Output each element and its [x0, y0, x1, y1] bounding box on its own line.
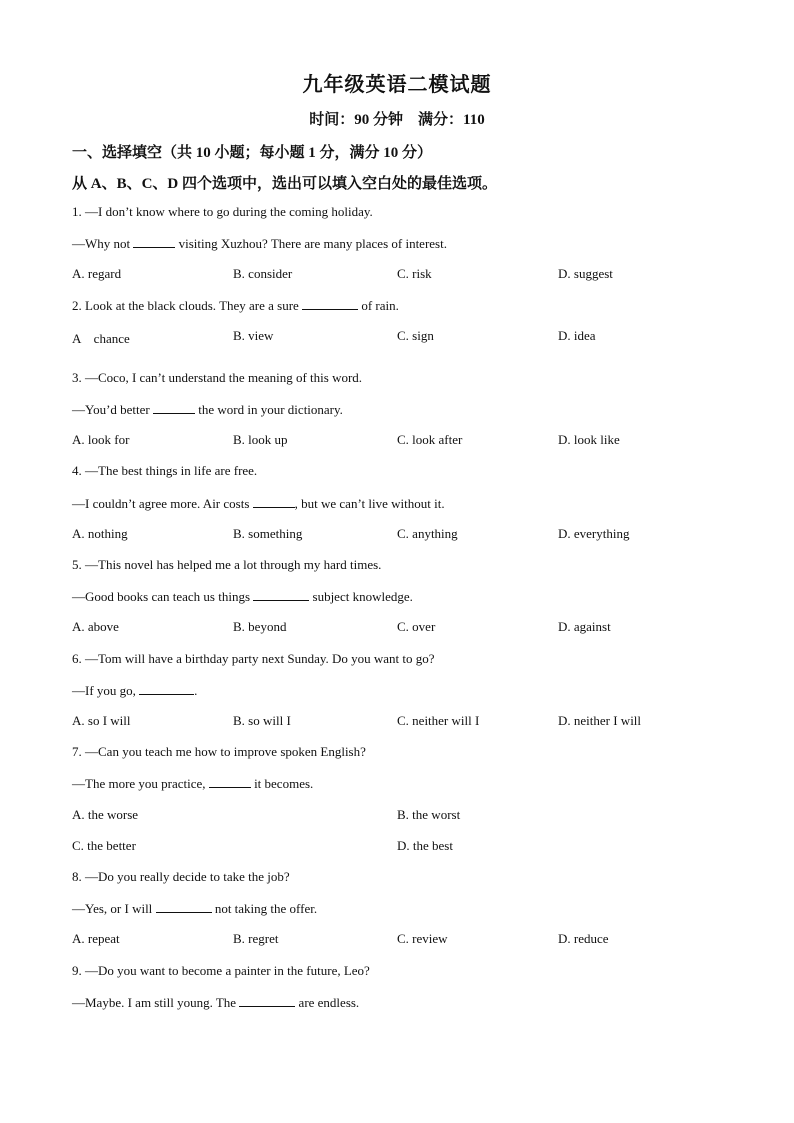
- option-b[interactable]: B. look up: [233, 432, 288, 447]
- response-text: —Good books can teach us things: [72, 589, 254, 604]
- prompt-text: 2. Look at the black clouds. They are a sure: [72, 298, 303, 313]
- answer-blank: [253, 495, 295, 508]
- answer-blank: [302, 297, 358, 310]
- option-c[interactable]: C. anything: [397, 526, 458, 541]
- question-5-options: [72, 619, 732, 637]
- answer-blank: [133, 235, 175, 248]
- response-text: are endless.: [295, 995, 360, 1010]
- option-a[interactable]: A chance: [72, 331, 130, 346]
- option-a[interactable]: A. look for: [72, 432, 130, 447]
- question-9-response: [72, 994, 359, 1011]
- response-text: —Why not: [72, 236, 134, 251]
- question-4-options: [72, 526, 732, 544]
- response-text: .: [194, 683, 198, 698]
- option-b[interactable]: B. so will I: [233, 713, 291, 728]
- option-c[interactable]: C. over: [397, 619, 436, 634]
- question-1-prompt: 1. —I don’t know where to go during the coming holiday.: [72, 204, 373, 219]
- response-text: subject knowledge.: [309, 589, 413, 604]
- answer-blank: [153, 401, 195, 414]
- response-text: the word in your dictionary.: [195, 402, 343, 417]
- response-text: —I couldn’t agree more. Air costs: [72, 496, 253, 511]
- response-text: not taking the offer.: [211, 901, 318, 916]
- response-text: —The more you practice,: [72, 776, 209, 791]
- question-8-options: [72, 931, 732, 949]
- option-b[interactable]: B. consider: [233, 266, 293, 281]
- question-1-options: [72, 266, 732, 284]
- option-a[interactable]: A. the worse: [72, 807, 139, 822]
- question-7-options-row-1: [72, 807, 732, 825]
- page-title: 九年级英语二模试题: [302, 74, 492, 96]
- option-c[interactable]: C. sign: [397, 328, 434, 343]
- option-b[interactable]: B. view: [233, 328, 274, 343]
- answer-blank: [253, 588, 309, 601]
- question-2-options: [72, 328, 732, 346]
- option-c[interactable]: C. the better: [72, 838, 136, 853]
- question-4-response: [72, 495, 445, 512]
- response-text: visiting Xuzhou? There are many places of interest.: [175, 236, 447, 251]
- question-8-prompt: 8. —Do you really decide to take the job?: [72, 869, 290, 884]
- option-d[interactable]: D. everything: [558, 526, 630, 541]
- question-7-options-row-2: [72, 838, 732, 856]
- option-b[interactable]: B. regret: [233, 931, 279, 946]
- option-c[interactable]: C. look after: [397, 432, 463, 447]
- response-text: —If you go,: [72, 683, 140, 698]
- question-7-response: [72, 775, 313, 792]
- option-b[interactable]: B. something: [233, 526, 303, 541]
- answer-blank: [139, 682, 194, 695]
- question-6-response: [72, 682, 197, 699]
- question-5-prompt: 5. —This novel has helped me a lot through my hard times.: [72, 557, 382, 572]
- option-c[interactable]: C. neither will I: [397, 713, 480, 728]
- option-a[interactable]: A. regard: [72, 266, 122, 281]
- question-8-response: [72, 900, 317, 917]
- option-c[interactable]: C. review: [397, 931, 448, 946]
- response-text: —You’d better: [72, 402, 154, 417]
- question-6-options: [72, 713, 732, 731]
- option-b[interactable]: B. beyond: [233, 619, 287, 634]
- option-d[interactable]: D. reduce: [558, 931, 609, 946]
- question-3-options: [72, 432, 732, 450]
- answer-blank: [209, 775, 251, 788]
- question-4-prompt: 4. —The best things in life are free.: [72, 463, 258, 478]
- option-d[interactable]: D. against: [558, 619, 611, 634]
- answer-blank: [156, 900, 212, 913]
- option-c[interactable]: C. risk: [397, 266, 432, 281]
- option-d[interactable]: D. look like: [558, 432, 620, 447]
- question-7-prompt: 7. —Can you teach me how to improve spoken English?: [72, 744, 366, 759]
- option-a[interactable]: A. nothing: [72, 526, 128, 541]
- option-a[interactable]: A. above: [72, 619, 119, 634]
- question-3-prompt: 3. —Coco, I can’t understand the meaning of this word.: [72, 370, 363, 385]
- question-1-response: [72, 235, 447, 252]
- section-instruction: 从 A、B、C、D 四个选项中，选出可以填入空白处的最佳选项。: [72, 176, 498, 192]
- question-2-prompt: [72, 297, 399, 314]
- option-a[interactable]: A. repeat: [72, 931, 120, 946]
- option-a[interactable]: A. so I will: [72, 713, 131, 728]
- option-b[interactable]: B. the worst: [397, 807, 461, 822]
- option-d[interactable]: D. idea: [558, 328, 596, 343]
- option-d[interactable]: D. neither I will: [558, 713, 642, 728]
- prompt-text: of rain.: [358, 298, 399, 313]
- question-6-prompt: 6. —Tom will have a birthday party next Sunday. Do you want to go?: [72, 651, 435, 666]
- question-5-response: [72, 588, 413, 605]
- option-d[interactable]: D. the best: [397, 838, 453, 853]
- exam-info: 时间：90 分钟 满分：110: [309, 112, 485, 128]
- response-text: —Yes, or I will: [72, 901, 156, 916]
- response-text: , but we can’t live without it.: [294, 496, 445, 511]
- option-d[interactable]: D. suggest: [558, 266, 613, 281]
- section-heading: 一、选择填空（共 10 小题；每小题 1 分，满分 10 分）: [72, 145, 433, 161]
- question-9-prompt: 9. —Do you want to become a painter in the future, Leo?: [72, 963, 370, 978]
- question-3-response: [72, 401, 343, 418]
- response-text: it becomes.: [250, 776, 314, 791]
- response-text: —Maybe. I am still young. The: [72, 995, 240, 1010]
- answer-blank: [239, 994, 295, 1007]
